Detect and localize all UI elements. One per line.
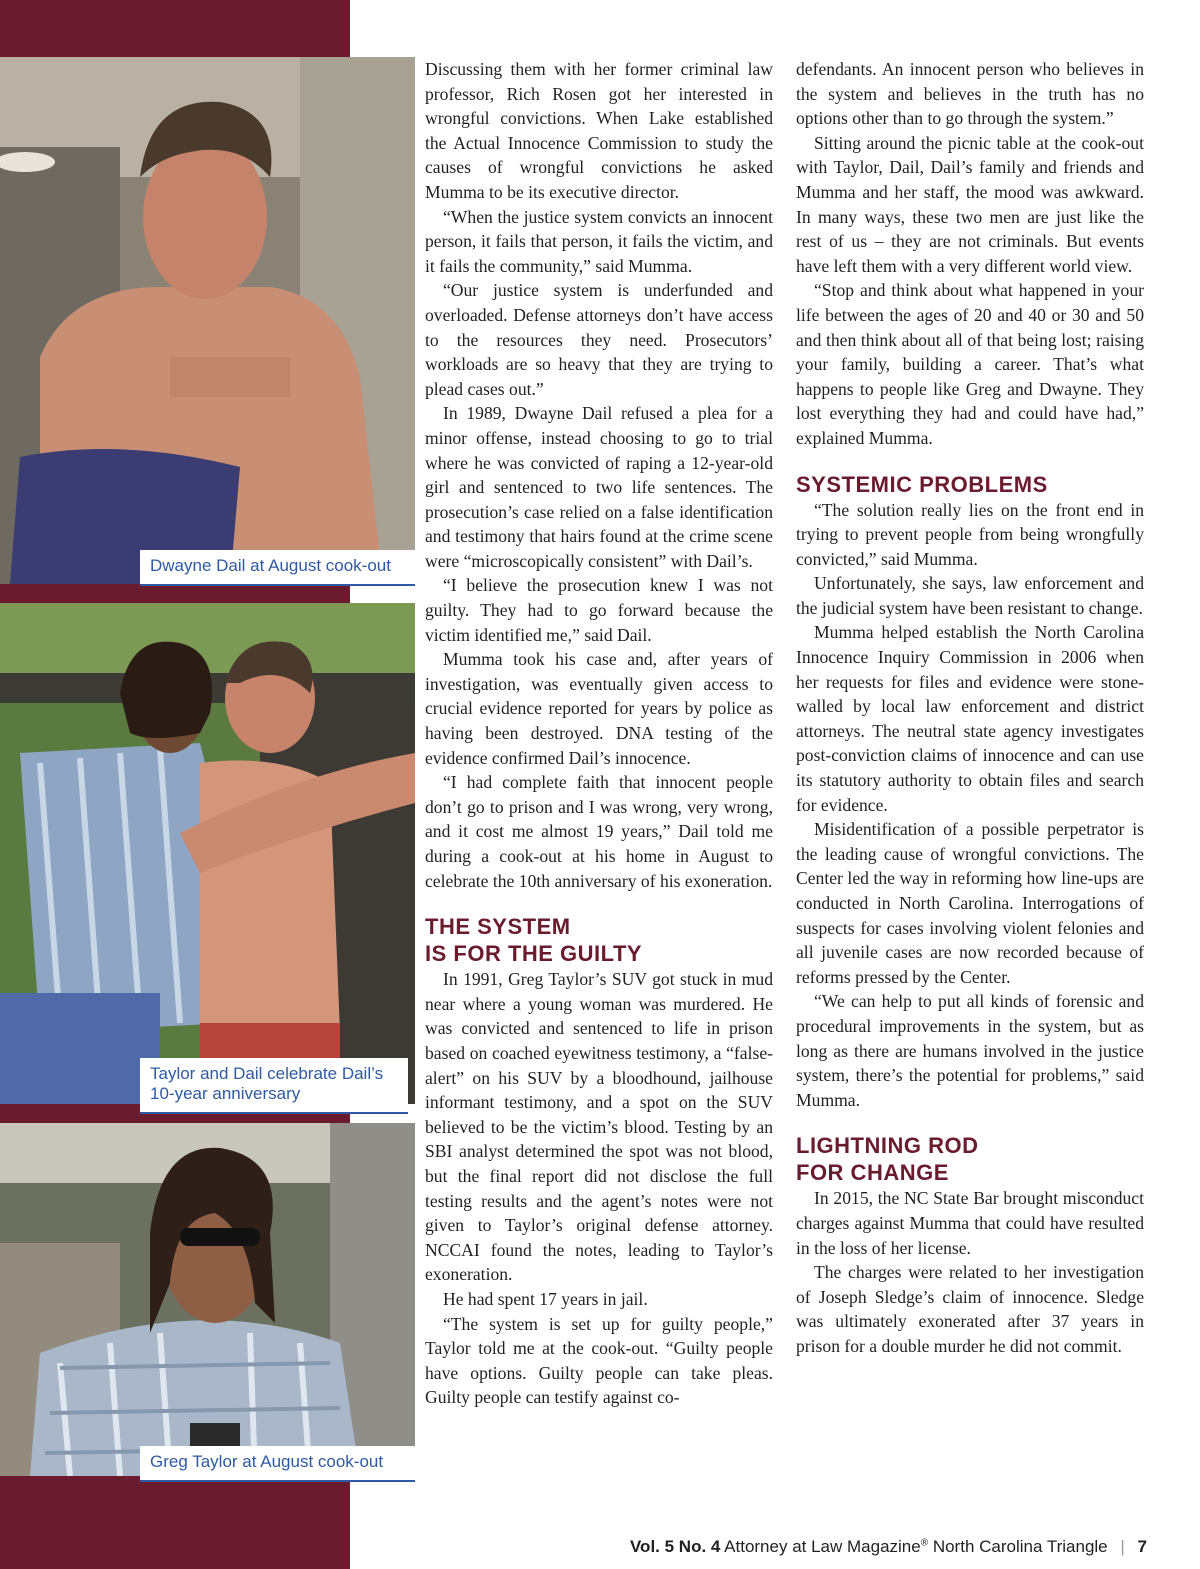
- footer-separator: |: [1120, 1537, 1125, 1556]
- footer-magazine: Attorney at Law Magazine: [724, 1537, 921, 1556]
- footer-volume: Vol. 5 No. 4: [629, 1537, 721, 1556]
- paragraph: Misidentification of a possible perpetrator is the leading cause of wrongful convictions. The Center led the way in reforming how line-ups are conducted in North Carolina. Interrogations of suspects for cases involving violent felonies and all juvenile cases are now recorded because of reforms pressed by the Center.: [796, 819, 1144, 987]
- page-footer: [630, 1537, 1147, 1557]
- paragraph: Sitting around the picnic table at the cook-out with Taylor, Dail, Dail’s family and friends and Mumma and her staff, the mood was awkward. In many ways, these two men are just like the rest of us – they are not criminals. But events have left them with a very different world view.: [796, 132, 1144, 276]
- paragraph: defendants. An innocent person who believes in the system and believes in the truth has no options other than to go through the system.”: [796, 59, 1144, 129]
- paragraph: Mumma helped establish the North Carolina Innocence Inquiry Commission in 2006 when her requests for files and evidence were stone-walled by local law enforcement and district attorneys. The neutral state agency investigates post-conviction claims of innocence and can use its statutory authority to obtain files and search for evidence.: [796, 622, 1144, 815]
- section-heading-the-system: [425, 913, 773, 967]
- paragraph: “I had complete faith that innocent people don’t go to prison and I was wrong, very wrong, and it cost me almost 19 years,” Dail told me during a cook-out at his home in August to celebrate the 10th anniversary of his exoneration.: [425, 772, 773, 891]
- paragraph: “When the justice system convicts an innocent person, it fails that person, it fails the victim, and it fails the community,” said Mumma.: [425, 206, 773, 276]
- photo-caption-2: Taylor and Dail celebrate Dail’s 10-year anniversary: [140, 1058, 408, 1114]
- paragraph: Discussing them with her former criminal law professor, Rich Rosen got her interested in wrongful convictions. When Lake established the Actual Innocence Commission to study the causes of wrongful convictions he asked Mumma to be its executive director.: [425, 59, 773, 202]
- paragraph: In 1991, Greg Taylor’s SUV got stuck in mud near where a young woman was murdered. He was convicted and sentenced to life in prison based on coached eyewitness testimony, a “false-alert” on his SUV by a bloodhound, jailhouse informant testimony, and a spot on the SUV believed to be the victim’s blood. Testing by an SBI analyst determined the spot was not blood, but the final report did not disclose the full testing results and the agent’s notes were not given to Taylor’s original defense attorney. NCCAI found the notes, leading to Taylor’s exoneration.: [425, 969, 773, 1285]
- paragraph: “Our justice system is underfunded and overloaded. Defense attorneys don’t have access to the resources they need. Prosecutors’ workloads are so heavy that they are trying to plead cases out.”: [425, 280, 773, 399]
- article-column-1: [425, 57, 773, 1410]
- photo-taylor-dail-hug: [0, 603, 415, 1104]
- paragraph: In 2015, the NC State Bar brought misconduct charges against Mumma that could have resulted in the loss of her license.: [796, 1188, 1144, 1258]
- section-heading-lightning-rod: [796, 1132, 1144, 1186]
- page-number: 7: [1137, 1537, 1147, 1556]
- heading-line: LIGHTNING ROD: [796, 1133, 979, 1159]
- article-column-2: [796, 57, 1144, 1359]
- heading-line: FOR CHANGE: [796, 1160, 949, 1186]
- photo-caption-1: Dwayne Dail at August cook-out: [140, 550, 415, 586]
- footer-edition: North Carolina Triangle: [932, 1537, 1108, 1556]
- registered-mark: ®: [920, 1537, 929, 1549]
- photo-dwayne-dail: [0, 57, 415, 584]
- paragraph: “The system is set up for guilty people,” Taylor told me at the cook-out. “Guilty people have options. Guilty people can take pleas. Guilty people can testify against co-: [425, 1313, 773, 1408]
- paragraph: Unfortunately, she says, law enforcement and the judicial system have been resistant to change.: [796, 573, 1144, 618]
- paragraph: He had spent 17 years in jail.: [443, 1288, 648, 1309]
- paragraph: “We can help to put all kinds of forensic and procedural improvements in the system, but as long as there are humans involved in the justice system, there’s the potential for problems,” said Mumma.: [796, 991, 1144, 1110]
- photo-greg-taylor: [0, 1123, 415, 1476]
- paragraph: “Stop and think about what happened in your life between the ages of 20 and 40 or 30 and 50 and then think about all of that being lost; raising your family, building a career. That’s what happens to people like Greg and Dwayne. They lost everything they had and could have had,” explained Mumma.: [796, 280, 1144, 448]
- photo-caption-3: Greg Taylor at August cook-out: [140, 1446, 415, 1482]
- paragraph: “I believe the prosecution knew I was not guilty. They had to go forward because the victim identified me,” said Dail.: [425, 575, 773, 645]
- heading-line: THE SYSTEM: [425, 914, 571, 940]
- heading-line: IS FOR THE GUILTY: [425, 941, 643, 967]
- paragraph: In 1989, Dwayne Dail refused a plea for a minor offense, instead choosing to go to trial where he was convicted of raping a 12-year-old girl and sentenced to two life sentences. The prosecution’s case relied on a false identification and testimony that hairs found at the crime scene were “microscopically consistent” with Dail’s.: [425, 403, 773, 571]
- paragraph: Mumma took his case and, after years of investigation, was eventually given access to crucial evidence reported for years by police as having been destroyed. DNA testing of the evidence confirmed Dail’s innocence.: [425, 649, 773, 768]
- paragraph: “The solution really lies on the front end in trying to prevent people from being wrongfully convicted,” said Mumma.: [796, 499, 1144, 569]
- paragraph: The charges were related to her investigation of Joseph Sledge’s claim of innocence. Sledge was ultimately exonerated after 37 years in prison for a double murder he did not commit.: [796, 1262, 1144, 1356]
- section-heading-systemic-problems: SYSTEMIC PROBLEMS: [796, 471, 1048, 497]
